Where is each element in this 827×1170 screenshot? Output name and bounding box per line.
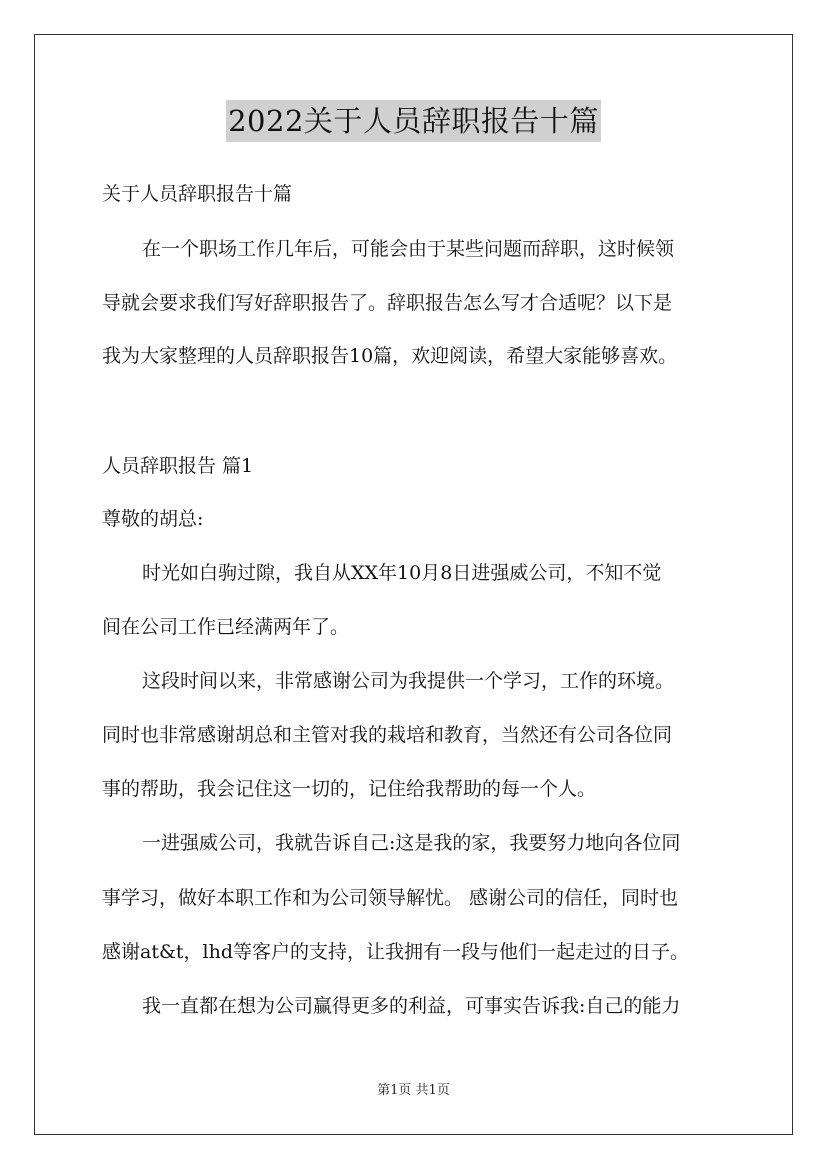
body-line-4: 同时也非常感谢胡总和主管对我的栽培和教育，当然还有公司各位同 [102, 724, 673, 746]
body-line-2: 间在公司工作已经满两年了。 [102, 616, 350, 638]
body-line-3: 这段时间以来，非常感谢公司为我提供一个学习，工作的环境。 [142, 670, 675, 692]
document-title: 2022关于人员辞职报告十篇 [226, 100, 601, 142]
section-heading: 人员辞职报告 篇1 [102, 455, 254, 477]
body-line-8: 感谢at&t，lhd等客户的支持，让我拥有一段与他们一起走过的日子。 [102, 941, 689, 963]
body-line-1: 时光如白驹过隙，我自从XX年10月8日进强威公司，不知不觉 [142, 562, 662, 584]
title-container [0, 100, 827, 142]
intro-line-3: 我为大家整理的人员辞职报告10篇，欢迎阅读，希望大家能够喜欢。 [102, 345, 678, 367]
intro-line-1: 在一个职场工作几年后，可能会由于某些问题而辞职，这时候领 [142, 238, 675, 260]
body-line-7: 事学习，做好本职工作和为公司领导解忧。 感谢公司的信任，同时也 [102, 887, 679, 909]
body-line-5: 事的帮助，我会记住这一切的，记住给我帮助的每一个人。 [102, 778, 597, 800]
document-subtitle: 关于人员辞职报告十篇 [102, 183, 293, 205]
body-line-9: 我一直都在想为公司赢得更多的利益，可事实告诉我:自己的能力 [142, 995, 681, 1017]
body-line-6: 一进强威公司，我就告诉自己:这是我的家，我要努力地向各位同 [142, 832, 681, 854]
salutation: 尊敬的胡总: [102, 508, 204, 530]
page-footer: 第1页 共1页 [377, 1083, 450, 1098]
intro-line-2: 导就会要求我们写好辞职报告了。辞职报告怎么写才合适呢？以下是 [102, 292, 673, 314]
